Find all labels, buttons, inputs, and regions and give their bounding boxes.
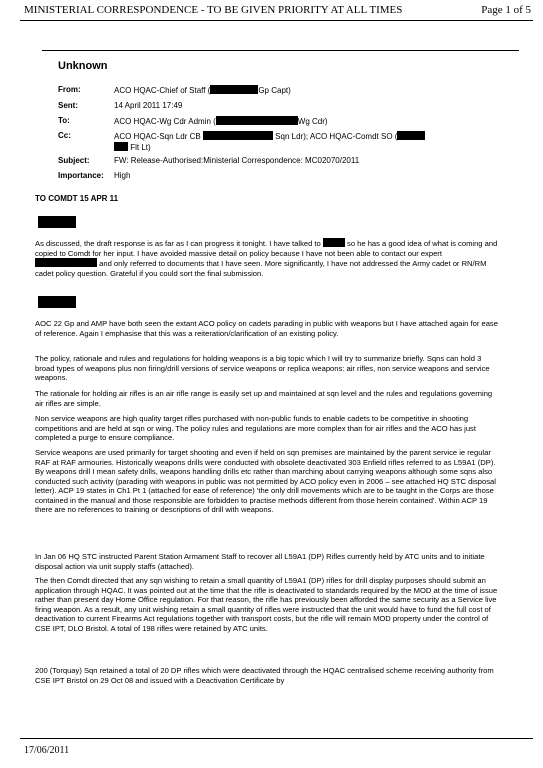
paragraph-2: AOC 22 Gp and AMP have both seen the extant ACO policy on cadets parading in public with weapons but I have attached again for ease of reference. Again I emphasise that this was a reiteration/clarification of an existing policy. <box>35 319 498 338</box>
paragraph-6: Service weapons are used primarily for target shooting and even if held on sqn premises are maintained by the parent service ie regular RAF at RAF armouries. Historically weapons drills were conducted with obsolete deactivated 303 Enfield rifles referred to as L59A1 (DP). By weapons drill I mean safety drills, weapons handling drills etc rather than marching about carrying weapons although some sqns also conducted such activity (parading with weapons in public was not permitted by ACO policy even in 2006 – see attached HQ STC disposal letter). ACP 19 states in Ch1 Pt 1 (attached for ease of reference) 'the only drill movements which are to be taught in the Corps are those contained in the manual and those responsible are forbidden to practise methods different from those herein contained'. Within ACP 19 there are no references to training or descriptions of drill with weapons. <box>35 448 496 514</box>
header-rule <box>20 20 533 21</box>
to-comdt-heading: TO COMDT 15 APR 11 <box>35 194 119 203</box>
paragraph-9: 200 (Torquay) Sqn retained a total of 20 DP rifles which were deactivated through the HQAC centralised scheme receiving authority from CSE IPT Bristol on 29 Oct 08 and issued with a Deactivation Certificate by <box>35 666 494 685</box>
redaction <box>216 116 298 125</box>
paragraph-5: Non service weapons are high quality target rifles purchased with non-public funds to enable cadets to be competitive in shooting competitions and are held at sqn or wing. The policy rules and regulations are more complex than for air rifles and the ACO has just completed a purge to ensure compliance. <box>35 414 476 442</box>
email-title: Unknown <box>58 60 108 72</box>
paragraph-4: The rationale for holding air rifles is an air rifle range is easily set up and maintained at sqn level and the rules and regulations governing air rifles are simple. <box>35 389 493 408</box>
redaction <box>323 238 345 247</box>
paragraph-3: The policy, rationale and rules and regulations for holding weapons is a big topic which I will try to summarize briefly. Sqns can hold 3 broad types of weapons plus non firing/drill versions of service weapons or replica weapons: air rifles, non service weapons and service weapons. <box>35 354 490 382</box>
footer-rule <box>20 738 533 739</box>
footer-date: 17/06/2011 <box>24 745 70 756</box>
paragraph-8: The then Comdt directed that any sqn wishing to retain a small quantity of L59A1 (DP) rifles for drill display purposes should submit an application through HQAC. It was pointed out at the time that the rifle is deactivated to standards required by the MOD at the time of issue rather than present day Home Office regulation. For that reason, the rifle has previously been afforded the same security as a Service live firing weapon. As a result, any unit wishing retain a small quantity of rifles were instructed that the unit would have to fund the full cost of deactivation to current Firearms Act regulations together with transport costs, but the rifle will remain MOD property under the control of CSE IPT, DLO Bristol. A total of 198 rifles were retained by ATC units. <box>35 576 498 633</box>
paragraph-7: In Jan 06 HQ STC instructed Parent Station Armament Staff to recover all L59A1 (DP) Rifles currently held by ATC units and to initiate disposal action via unit supply staffs (attached). <box>35 552 485 571</box>
page-number: Page 1 of 5 <box>481 4 531 16</box>
header-caption: MINISTERIAL CORRESPONDENCE - TO BE GIVEN PRIORITY AT ALL TIMES <box>24 4 403 16</box>
redaction <box>203 131 273 140</box>
redaction <box>35 258 97 267</box>
paragraph-1: As discussed, the draft response is as far as I can progress it tonight. I have talked to so he has a good idea of what is coming and copied to Comdt for her input. I have avoided massive detail on policy because I have not been able to contact our expert and only referred to documents that I have seen. More significantly, I have not addressed the Army cadet or RN/RM cadet policy question. Grateful if you could sort the final submission. <box>35 239 498 278</box>
page-header <box>24 3 531 17</box>
redaction-block <box>38 216 76 228</box>
redaction <box>114 142 128 151</box>
redaction <box>397 131 425 140</box>
redaction-block <box>38 296 76 308</box>
redaction <box>210 85 258 94</box>
